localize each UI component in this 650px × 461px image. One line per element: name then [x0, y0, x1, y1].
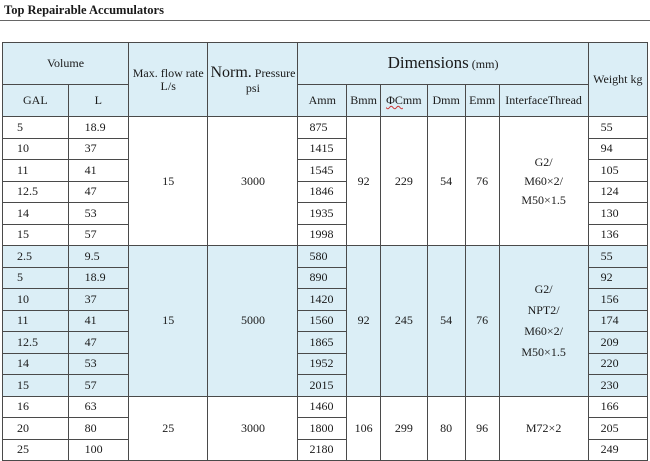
weight-cell: 136 — [588, 224, 647, 246]
gal-cell: 11 — [3, 160, 69, 182]
weight-cell: 230 — [588, 375, 647, 397]
dim-d-cell: 54 — [427, 246, 465, 397]
dim-c-cell: 229 — [381, 117, 428, 246]
gal-header: GAL — [3, 85, 69, 117]
gal-cell: 11 — [3, 310, 69, 332]
dim-a-cell: 1800 — [298, 418, 347, 440]
dim-a-cell: 2180 — [298, 439, 347, 461]
title-divider — [0, 20, 650, 21]
dim-a-cell: 1865 — [298, 332, 347, 354]
dim-a-cell: 1846 — [298, 181, 347, 203]
weight-cell: 174 — [588, 310, 647, 332]
gal-cell: 10 — [3, 138, 69, 160]
weight-cell: 94 — [588, 138, 647, 160]
table-row — [3, 396, 648, 418]
table-row — [3, 117, 648, 139]
dim-e-cell: 76 — [465, 117, 499, 246]
dim-e-header: Emm — [465, 85, 499, 117]
dim-d-cell: 54 — [427, 117, 465, 246]
accumulator-spec-table — [2, 42, 648, 461]
weight-cell: 205 — [588, 418, 647, 440]
liters-cell: 47 — [68, 332, 128, 354]
gal-cell: 14 — [3, 203, 69, 225]
liters-cell: 37 — [68, 289, 128, 311]
pressure-cell: 3000 — [208, 117, 298, 246]
dim-a-cell: 1952 — [298, 353, 347, 375]
dim-e-cell: 76 — [465, 246, 499, 397]
weight-cell: 55 — [588, 246, 647, 268]
dim-c-cell: 299 — [381, 396, 428, 461]
dim-b-header: Bmm — [347, 85, 381, 117]
gal-cell: 5 — [3, 117, 69, 139]
max-flow-header: Max. flow rate L/s — [129, 43, 208, 117]
gal-cell: 14 — [3, 353, 69, 375]
pressure-cell: 5000 — [208, 246, 298, 397]
weight-cell: 249 — [588, 439, 647, 461]
liters-cell: 41 — [68, 160, 128, 182]
flow-cell: 15 — [129, 246, 208, 397]
gal-cell: 20 — [3, 418, 69, 440]
liters-cell: 18.9 — [68, 117, 128, 139]
dim-a-cell: 580 — [298, 246, 347, 268]
gal-cell: 25 — [3, 439, 69, 461]
norm-pressure-header: Norm. Pressure psi — [208, 43, 298, 117]
liters-cell: 57 — [68, 375, 128, 397]
weight-header: Weight kg — [588, 43, 647, 117]
weight-cell: 166 — [588, 396, 647, 418]
gal-cell: 12.5 — [3, 332, 69, 354]
flow-cell: 15 — [129, 117, 208, 246]
liters-cell: 53 — [68, 353, 128, 375]
dim-b-cell: 92 — [347, 246, 381, 397]
liters-cell: 9.5 — [68, 246, 128, 268]
gal-cell: 10 — [3, 289, 69, 311]
liters-cell: 80 — [68, 418, 128, 440]
gal-cell: 12.5 — [3, 181, 69, 203]
dim-a-cell: 1460 — [298, 396, 347, 418]
liters-cell: 63 — [68, 396, 128, 418]
group-3000psi-15ls — [3, 117, 648, 246]
weight-cell: 92 — [588, 267, 647, 289]
gal-cell: 2.5 — [3, 246, 69, 268]
weight-cell: 209 — [588, 332, 647, 354]
gal-cell: 15 — [3, 375, 69, 397]
weight-cell: 55 — [588, 117, 647, 139]
liters-cell: 53 — [68, 203, 128, 225]
liters-cell: 18.9 — [68, 267, 128, 289]
dim-e-cell: 96 — [465, 396, 499, 461]
interface-thread-header: InterfaceThread — [499, 85, 588, 117]
dim-c-header: ΦCmm — [381, 85, 428, 117]
dim-a-cell: 2015 — [298, 375, 347, 397]
table-row — [3, 246, 648, 268]
dim-a-cell: 1420 — [298, 289, 347, 311]
liters-cell: 41 — [68, 310, 128, 332]
thread-cell: M72×2 — [499, 396, 588, 461]
group-5000psi-15ls — [3, 246, 648, 397]
gal-cell: 5 — [3, 267, 69, 289]
dim-a-cell: 1545 — [298, 160, 347, 182]
liters-cell: 37 — [68, 138, 128, 160]
dim-a-cell: 1935 — [298, 203, 347, 225]
thread-cell: G2/ NPT2/ M60×2/ M50×1.5 — [499, 246, 588, 397]
gal-cell: 16 — [3, 396, 69, 418]
dim-a-cell: 1415 — [298, 138, 347, 160]
thread-cell: G2/ M60×2/ M50×1.5 — [499, 117, 588, 246]
page-title: Top Repairable Accumulators — [4, 3, 164, 17]
dim-b-cell: 92 — [347, 117, 381, 246]
liters-header: L — [68, 85, 128, 117]
dimensions-header: Dimensions (mm) — [298, 43, 588, 85]
weight-cell: 156 — [588, 289, 647, 311]
liters-cell: 57 — [68, 224, 128, 246]
dim-d-header: Dmm — [427, 85, 465, 117]
flow-cell: 25 — [129, 396, 208, 461]
liters-cell: 100 — [68, 439, 128, 461]
volume-header: Volume — [3, 43, 129, 85]
liters-cell: 47 — [68, 181, 128, 203]
dim-a-header: Amm — [298, 85, 347, 117]
dim-a-cell: 1998 — [298, 224, 347, 246]
dim-c-cell: 245 — [381, 246, 428, 397]
dim-b-cell: 106 — [347, 396, 381, 461]
weight-cell: 130 — [588, 203, 647, 225]
weight-cell: 220 — [588, 353, 647, 375]
weight-cell: 105 — [588, 160, 647, 182]
pressure-cell: 3000 — [208, 396, 298, 461]
dim-a-cell: 875 — [298, 117, 347, 139]
dim-a-cell: 890 — [298, 267, 347, 289]
dim-a-cell: 1560 — [298, 310, 347, 332]
gal-cell: 15 — [3, 224, 69, 246]
group-3000psi-25ls — [3, 396, 648, 461]
dim-d-cell: 80 — [427, 396, 465, 461]
weight-cell: 124 — [588, 181, 647, 203]
